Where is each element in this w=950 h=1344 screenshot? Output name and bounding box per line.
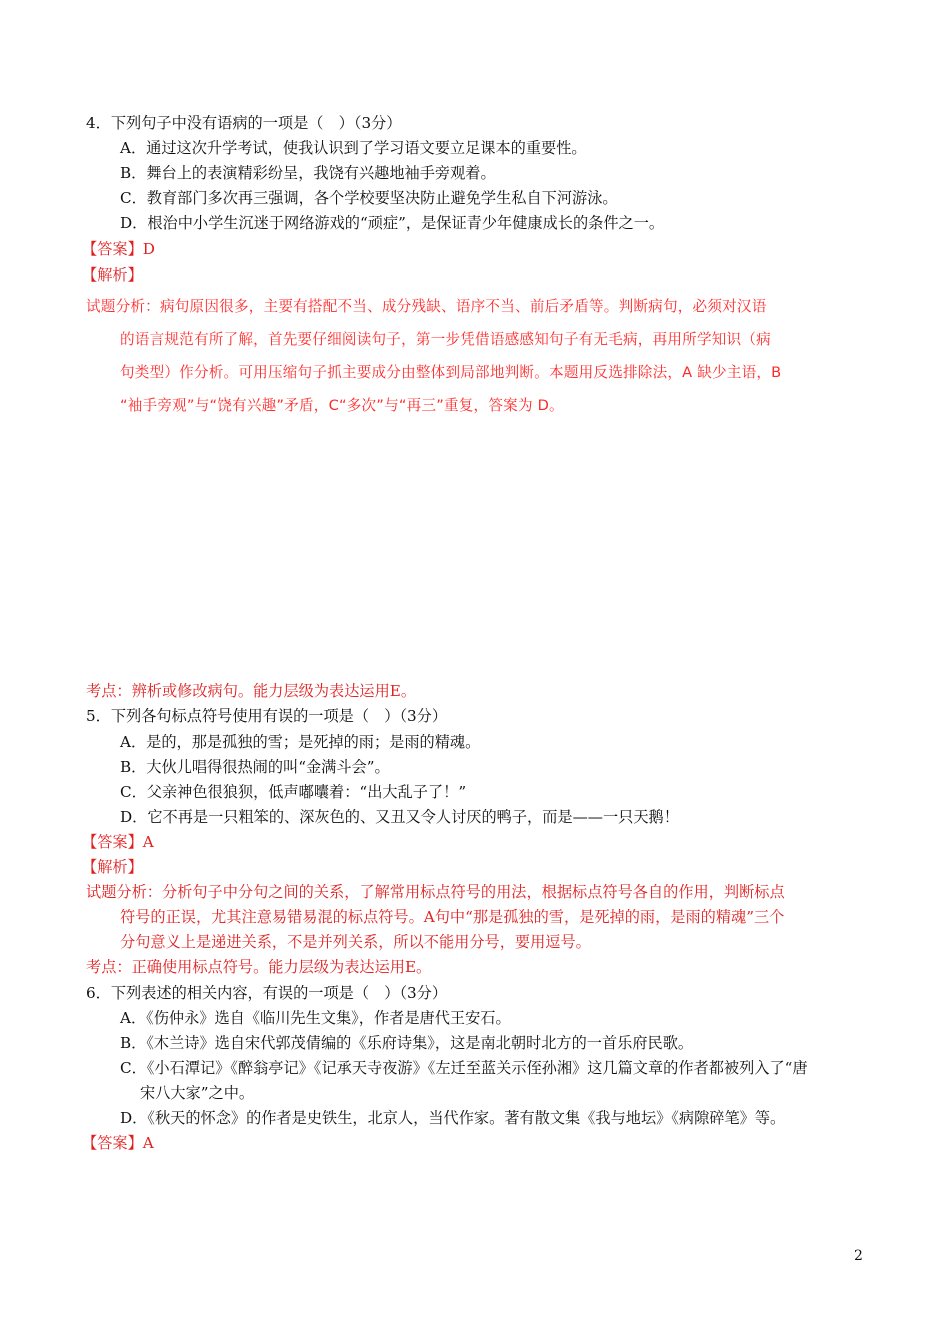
q6-stem: 6．下列表述的相关内容，有误的一项是（ ）（3分） — [86, 984, 448, 1002]
q5-analysis-line-1: 试题分析：分析句子中分句之间的关系，了解常用标点符号的用法，根据标点符号各自的作用，判断标点 — [86, 883, 785, 901]
q4-analysis-line-2: 的语言规范有所了解，首先要仔细阅读句子，第一步凭借语感感知句子有无毛病，再用所学知识（病 — [120, 331, 771, 348]
q4-option-b: B．舞台上的表演精彩纷呈，我饶有兴趣地袖手旁观着。 — [120, 164, 496, 182]
q6-option-a: A．《伤仲永》选自《临川先生文集》，作者是唐代王安石。 — [120, 1009, 511, 1027]
q6-option-d: D．《秋天的怀念》的作者是史铁生，北京人，当代作家。著有散文集《我与地坛》《病隙碎笔》等。 — [120, 1109, 786, 1127]
q4-option-d: D．根治中小学生沉迷于网络游戏的“顽症”，是保证青少年健康成长的条件之一。 — [120, 214, 665, 232]
q5-stem: 5．下列各句标点符号使用有误的一项是（ ）（3分） — [86, 707, 448, 725]
q5-analysis-label: 【解析】 — [82, 858, 143, 876]
q4-kaodian: 考点：辨析或修改病句。能力层级为表达运用E。 — [86, 682, 417, 700]
q4-option-c: C．教育部门多次再三强调，各个学校要坚决防止避免学生私自下河游泳。 — [120, 189, 618, 207]
q6-option-c: C．《小石潭记》《醉翁亭记》《记承天寺夜游》《左迁至蓝关示侄孙湘》这几篇文章的作者都被列入了“唐 — [120, 1059, 808, 1077]
q6-answer: 【答案】A — [82, 1134, 154, 1152]
q5-option-a: A．是的，那是孤独的雪；是死掉的雨；是雨的精魂。 — [120, 733, 481, 751]
q5-option-b: B．大伙儿唱得很热闹的叫“金满斗会”。 — [120, 758, 390, 776]
q4-answer: 【答案】D — [82, 240, 155, 258]
q5-option-c: C．父亲神色很狼狈，低声嘟囔着：“出大乱子了！” — [120, 783, 467, 801]
q4-analysis-line-1: 试题分析：病句原因很多，主要有搭配不当、成分残缺、语序不当、前后矛盾等。判断病句，必须对汉语 — [86, 298, 767, 315]
q5-option-d: D．它不再是一只粗笨的、深灰色的、又丑又令人讨厌的鸭子，而是——一只天鹅！ — [120, 808, 679, 826]
q4-stem: 4．下列句子中没有语病的一项是（ ）（3分） — [86, 114, 402, 132]
q5-kaodian: 考点：正确使用标点符号。能力层级为表达运用E。 — [86, 958, 432, 976]
q6-option-c-continued: 宋八大家”之中。 — [140, 1084, 255, 1102]
q5-analysis-line-3: 分句意义上是递进关系，不是并列关系，所以不能用分号，要用逗号。 — [120, 933, 591, 951]
q6-option-b: B．《木兰诗》选自宋代郭茂倩编的《乐府诗集》，这是南北朝时北方的一首乐府民歌。 — [120, 1034, 694, 1052]
q5-answer: 【答案】A — [82, 833, 154, 851]
q5-analysis-line-2: 符号的正误，尤其注意易错易混的标点符号。A句中“那是孤独的雪，是死掉的雨，是雨的精魂”三个 — [120, 908, 785, 926]
q4-option-a: A．通过这次升学考试，使我认识到了学习语文要立足课本的重要性。 — [120, 139, 587, 157]
q4-analysis-label: 【解析】 — [82, 266, 143, 284]
q4-analysis-line-4: “袖手旁观”与“饶有兴趣”矛盾，C“多次”与“再三”重复，答案为 D。 — [120, 397, 564, 414]
page-number: 2 — [854, 1248, 863, 1264]
q4-analysis-line-3: 句类型）作分析。可用压缩句子抓主要成分由整体到局部地判断。本题用反选排除法，A 缺少主语，B — [120, 364, 782, 381]
